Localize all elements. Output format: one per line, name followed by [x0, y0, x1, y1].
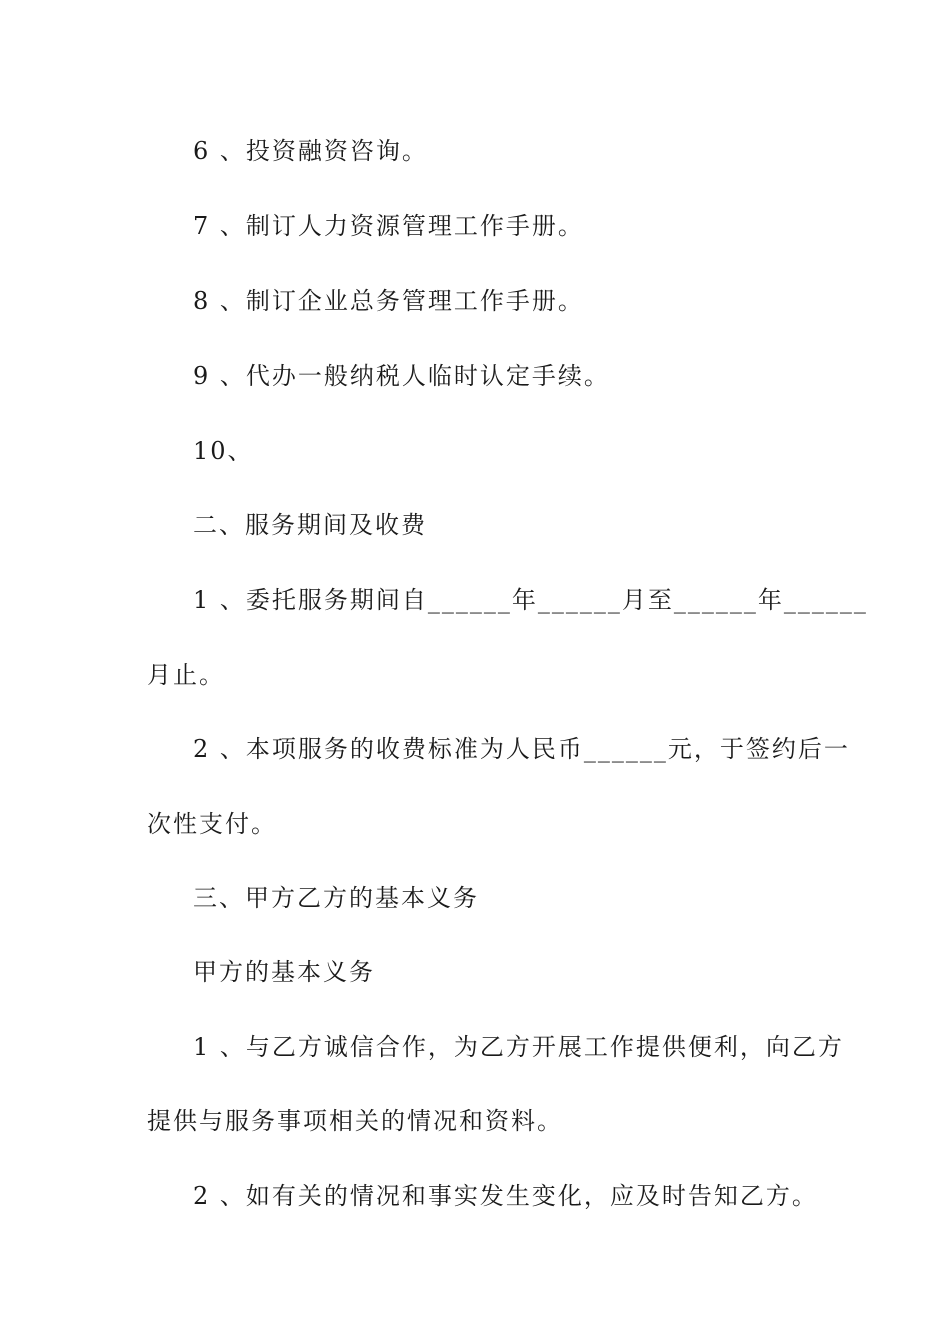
clause-fee-standard: 2 、本项服务的收费标准为人民币______元，于签约后一: [193, 735, 850, 763]
clause-service-period-continued: 月止。: [147, 661, 225, 689]
section-heading-basic-obligations: 三、甲方乙方的基本义务: [193, 884, 479, 912]
clause-notify-changes: 2 、如有关的情况和事实发生变化，应及时告知乙方。: [193, 1182, 818, 1210]
item-10-blank: 10、: [193, 437, 254, 465]
subheading-party-a-obligations: 甲方的基本义务: [193, 958, 375, 986]
clause-cooperation: 1 、与乙方诚信合作，为乙方开展工作提供便利，向乙方: [193, 1033, 844, 1061]
item-8-general-affairs-manual: 8 、制订企业总务管理工作手册。: [193, 287, 584, 315]
clause-cooperation-continued: 提供与服务事项相关的情况和资料。: [147, 1107, 563, 1135]
section-heading-service-period-fees: 二、服务期间及收费: [193, 511, 427, 539]
clause-service-period: 1 、委托服务期间自______年______月至______年______: [193, 586, 868, 614]
item-9-taxpayer-certification: 9 、代办一般纳税人临时认定手续。: [193, 362, 610, 390]
clause-fee-standard-continued: 次性支付。: [147, 810, 277, 838]
item-7-hr-manual: 7 、制订人力资源管理工作手册。: [193, 212, 584, 240]
item-6-investment-financing-consulting: 6 、投资融资咨询。: [193, 137, 428, 165]
